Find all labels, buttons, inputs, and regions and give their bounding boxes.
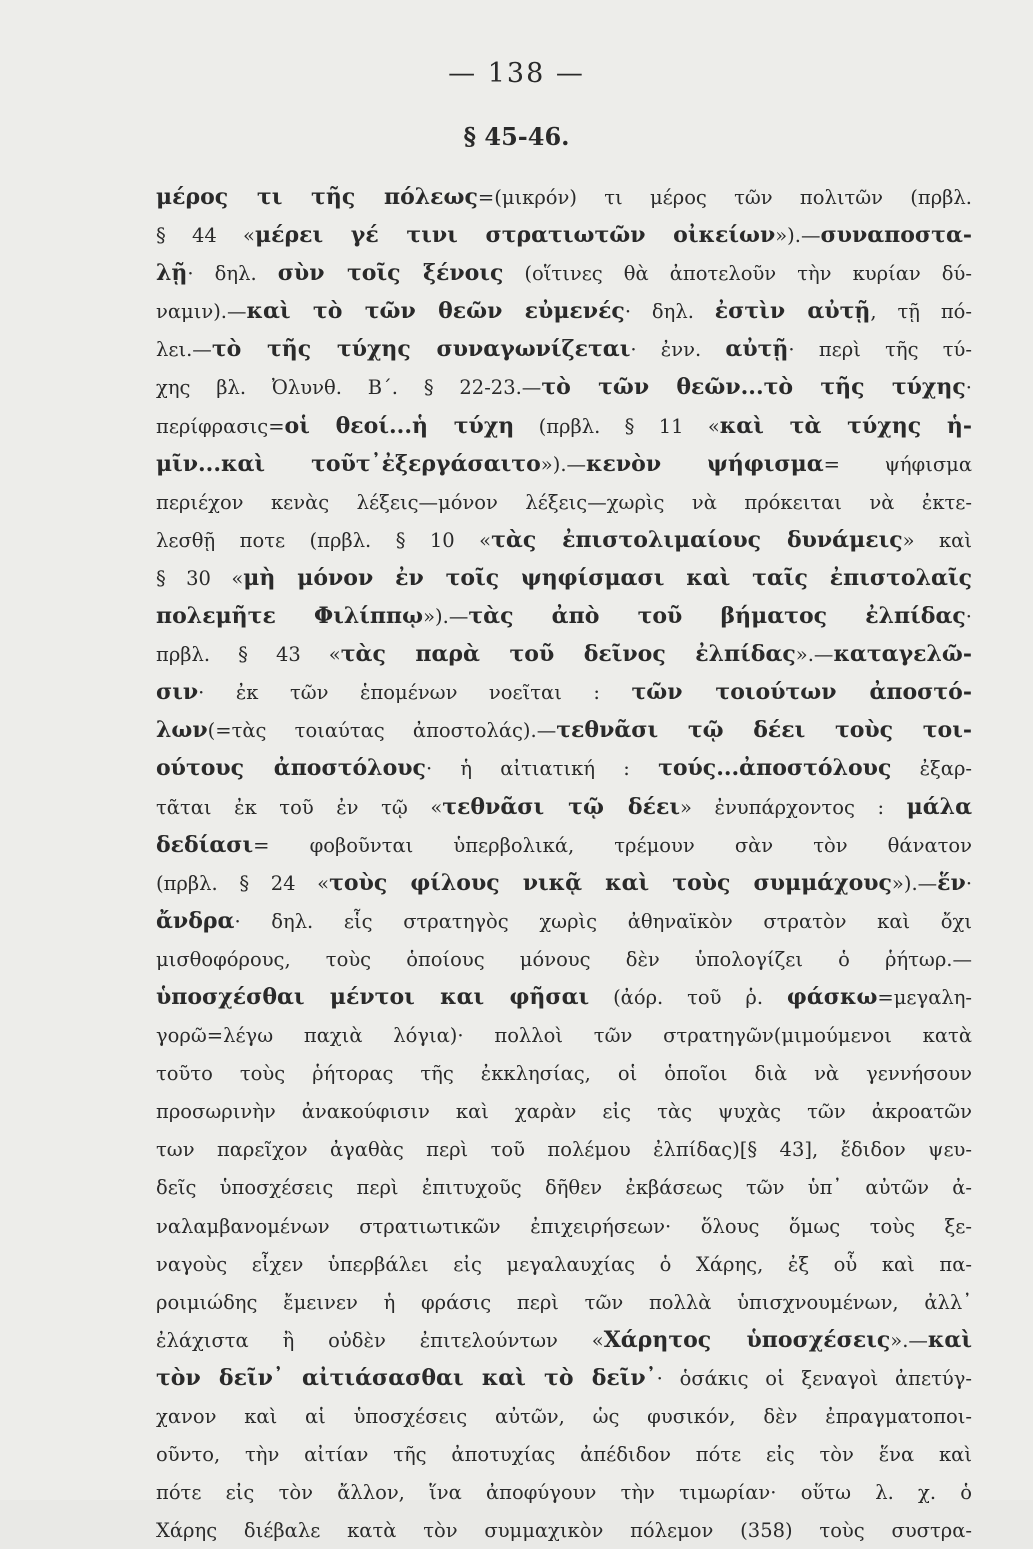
lemma-text: κενὸν ψήφισμα: [586, 450, 824, 477]
lemma-text: τοὺς φίλους νικᾷ καὶ τοὺς συμμάχους: [329, 869, 892, 896]
gloss-text: · ἐνν.: [630, 338, 726, 362]
gloss-text: χανον καὶ αἱ ὑποσχέσεις αὐτῶν, ὡς φυσικόν, δὲν ἐπραγματοποι-: [156, 1405, 972, 1428]
gloss-text: περιέχον κενὰς λέξεις—μόνον λέξεις—χωρὶς νὰ πρόκειται νὰ ἐκτε-: [156, 490, 972, 514]
gloss-text: ·: [965, 605, 972, 629]
gloss-text: ἐλάχιστα ἢ οὐδὲν ἐπιτελούντων «: [156, 1328, 604, 1352]
text-line: [156, 902, 972, 940]
lemma-text: τὰς ἀπὸ τοῦ βήματος ἐλπίδας: [468, 603, 966, 630]
gloss-text: · ἡ αἰτιατική :: [425, 757, 659, 781]
gloss-text: περίφρασις=: [156, 414, 285, 438]
lemma-text: καὶ τὰ τύχης ἡ-: [719, 412, 972, 439]
lemma-text: Χάρητος ὑποσχέσεις: [603, 1326, 891, 1353]
text-line: [156, 826, 972, 864]
text-line: [156, 254, 972, 292]
gloss-text: (πρβλ. § 11 «: [514, 414, 720, 438]
text-line: [156, 1016, 972, 1054]
gloss-text: »).—: [423, 605, 469, 629]
text-line: [156, 1397, 972, 1435]
lemma-text: δεδίασι: [156, 831, 254, 858]
gloss-text: Χάρης διέβαλε κατὰ τὸν συμμαχικὸν πόλεμον (358) τοὺς συστρα-: [156, 1519, 972, 1543]
text-line: [156, 597, 972, 635]
lemma-text: καταγελῶ-: [833, 641, 972, 668]
text-line: [156, 788, 972, 826]
lemma-text: ἕν: [937, 869, 966, 896]
text-line: [156, 1359, 972, 1397]
gloss-text: , τῇ πό-: [870, 300, 972, 324]
text-line: [156, 978, 972, 1016]
text-line: [156, 940, 972, 978]
gloss-text: ».—: [890, 1328, 928, 1352]
gloss-text: » ἐνυπάρχοντος :: [680, 795, 907, 819]
text-line: [156, 1092, 972, 1130]
lemma-text: τὸ τῶν θεῶν...τὸ τῆς τύχης: [541, 374, 966, 401]
lemma-text: μῖν...καὶ τοῦτ᾽ἐξεργάσαιτο: [156, 450, 541, 477]
gloss-text: · δηλ.: [624, 300, 715, 324]
text-line: [156, 1473, 972, 1511]
gloss-text: »).—: [891, 871, 938, 895]
gloss-text: πρβλ. § 43 «: [156, 643, 341, 667]
lemma-text: τὰς ἐπιστολιμαίους δυνάμεις: [491, 526, 903, 553]
lemma-text: τεθνᾶσι τῷ δέει τοὺς τοι-: [556, 717, 972, 744]
gloss-text: · δηλ. εἷς στρατηγὸς χωρὶς ἀθηναϊκὸν στρατὸν καὶ ὄχι: [234, 909, 972, 933]
gloss-text: (=τὰς τοιαύτας ἀποστολάς).—: [207, 719, 557, 743]
text-line: [156, 445, 972, 483]
text-line: [156, 330, 972, 368]
gloss-text: ναλαμβανομένων στρατιωτικῶν ἐπιχειρήσεων· ὅλους ὅμως τοὺς ξε-: [156, 1214, 972, 1238]
text-line: [156, 292, 972, 330]
gloss-text: · ὁσάκις οἱ ξεναγοὶ ἀπετύγ-: [656, 1366, 972, 1390]
text-line: [156, 1283, 972, 1321]
lemma-text: φάσκω: [786, 983, 878, 1010]
lemma-text: λῇ: [156, 260, 188, 287]
gloss-text: χης βλ. Ὀλυνθ. Β΄. § 22-23.—: [156, 376, 542, 400]
section-heading: § 45-46.: [463, 122, 570, 151]
gloss-text: πότε εἰς τὸν ἄλλον, ἵνα ἀποφύγουν τὴν τιμωρίαν· οὕτω λ. χ. ὁ: [156, 1481, 972, 1505]
text-line: [156, 749, 972, 787]
gloss-text: = ψήφισμα: [823, 452, 972, 476]
gloss-text: δεῖς ὑποσχέσεις περὶ ἐπιτυχοῦς δῆθεν ἐκβάσεως τῶν ὑπ᾽ αὐτῶν ἀ-: [156, 1176, 972, 1200]
gloss-text: »).—: [775, 224, 821, 248]
lemma-text: τὸν δεῖν᾽ αἰτιάσασθαι καὶ τὸ δεῖν᾽: [156, 1364, 657, 1391]
gloss-text: =(μικρόν) τι μέρος τῶν πολιτῶν (πρβλ.: [477, 186, 972, 209]
text-line: [156, 1168, 972, 1206]
lemma-text: σὺν τοῖς ξένοις: [277, 260, 504, 287]
lemma-text: μὴ μόνον ἐν τοῖς ψηφίσμασι καὶ ταῖς ἐπιστολαῖς: [243, 564, 972, 591]
gloss-text: ροιμιώδης ἔμεινεν ἡ φράσις περὶ τῶν πολλὰ ὑπισχνουμένων, ἀλλ᾽: [156, 1290, 972, 1314]
gloss-text: των παρεῖχον ἀγαθὰς περὶ τοῦ πολέμου ἐλπίδας)[§ 43], ἔδιδον ψευ-: [156, 1138, 972, 1162]
gloss-text: οῦντο, τὴν αἰτίαν τῆς ἀποτυχίας ἀπέδιδον πότε εἰς τὸν ἕνα καὶ: [156, 1443, 972, 1467]
lemma-text: ἐστὶν αὐτῇ: [714, 298, 871, 325]
gloss-text: · περὶ τῆς τύ-: [788, 338, 972, 362]
lemma-text: τὸ τῆς τύχης συναγωνίζεται: [211, 336, 631, 363]
gloss-text: ·: [965, 871, 972, 895]
text-line: [156, 711, 972, 749]
text-line: [156, 1245, 972, 1283]
text-line: [156, 407, 972, 445]
text-line: [156, 635, 972, 673]
lemma-text: σιν: [156, 679, 199, 706]
gloss-text: =μεγαλη-: [877, 985, 972, 1009]
text-line: [156, 1130, 972, 1168]
lemma-text: μέρει γέ τινι στρατιωτῶν οἰκείων: [254, 222, 776, 249]
text-line: [156, 178, 972, 216]
gloss-text: § 44 «: [156, 224, 255, 248]
lemma-text: οἱ θεοί...ἡ τύχη: [284, 412, 515, 439]
lemma-text: τῶν τοιούτων ἀποστό-: [631, 679, 972, 706]
text-line: [156, 483, 972, 521]
gloss-text: λει.—: [156, 338, 212, 362]
gloss-text: · δηλ.: [187, 262, 278, 286]
text-line: [156, 1321, 972, 1359]
text-line: [156, 1511, 972, 1549]
gloss-text: ».—: [795, 643, 834, 667]
lemma-text: τούς...ἀποστόλους: [658, 755, 892, 782]
lemma-text: καὶ τὸ τῶν θεῶν εὐμενές: [246, 298, 625, 325]
lemma-text: λων: [156, 717, 208, 744]
gloss-text: § 30 «: [156, 566, 244, 590]
gloss-text: = φοβοῦνται ὑπερβολικά, τρέμουν σὰν τὸν θάνατον: [253, 833, 972, 857]
gloss-text: τοῦτο τοὺς ῥήτορας τῆς ἐκκλησίας, οἱ ὁποῖοι διὰ νὰ γεννήσουν: [156, 1062, 972, 1086]
text-line: [156, 673, 972, 711]
text-line: [156, 1054, 972, 1092]
gloss-text: ναμιν).—: [156, 300, 247, 324]
gloss-text: ναγοὺς εἶχεν ὑπερβάλει εἰς μεγαλαυχίας ὁ Χάρης, ἐξ οὗ καὶ πα-: [156, 1252, 972, 1276]
lemma-text: τεθνᾶσι τῷ δέει: [442, 793, 680, 820]
gloss-text: τᾶται ἐκ τοῦ ἐν τῷ «: [156, 795, 443, 819]
text-line: [156, 1207, 972, 1245]
gloss-text: » καὶ: [902, 528, 972, 552]
gloss-text: μισθοφόρους, τοὺς ὁποίους μόνους δὲν ὑπολογίζει ὁ ῥήτωρ.—: [156, 947, 972, 971]
gloss-text: (πρβλ. § 24 «: [156, 871, 330, 895]
text-line: [156, 216, 972, 254]
gloss-text: »).—: [540, 452, 587, 476]
text-line: [156, 368, 972, 406]
gloss-text: λεσθῇ ποτε (πρβλ. § 10 «: [156, 528, 492, 552]
lemma-text: ὑποσχέσθαι μέντοι και φῆσαι: [156, 983, 590, 1010]
lemma-text: ούτους ἀποστόλους: [156, 755, 426, 782]
lemma-text: συναποστα-: [820, 222, 972, 249]
page-number: — 138 —: [448, 58, 585, 89]
lemma-text: καὶ: [927, 1326, 972, 1353]
gloss-text: γορῶ=λέγω παχιὰ λόγια)· πολλοὶ τῶν στρατηγῶν(μιμούμενοι κατὰ: [156, 1024, 972, 1048]
gloss-text: (ἀόρ. τοῦ ῥ.: [589, 985, 787, 1009]
lemma-text: μάλα: [906, 793, 972, 820]
gloss-text: (οἵτινες θὰ ἀποτελοῦν τὴν κυρίαν δύ-: [503, 262, 972, 286]
text-line: [156, 1435, 972, 1473]
gloss-text: προσωρινὴν ἀνακούφισιν καὶ χαρὰν εἰς τὰς ψυχὰς τῶν ἀκροατῶν: [156, 1100, 972, 1124]
commentary-text: [156, 178, 972, 1549]
text-line: [156, 864, 972, 902]
lemma-text: ἄνδρα: [156, 907, 235, 934]
lemma-text: πολεμῆτε Φιλίππῳ: [156, 603, 424, 630]
lemma-text: μέρος τι τῆς πόλεως: [156, 184, 478, 210]
text-line: [156, 559, 972, 597]
gloss-text: · ἐκ τῶν ἑπομένων νοεῖται :: [198, 681, 632, 705]
text-line: [156, 521, 972, 559]
gloss-text: ἐξαρ-: [891, 757, 972, 781]
gloss-text: ·: [965, 376, 972, 400]
lemma-text: τὰς παρὰ τοῦ δεῖνος ἐλπίδας: [340, 641, 796, 668]
lemma-text: αὐτῇ: [725, 336, 789, 363]
